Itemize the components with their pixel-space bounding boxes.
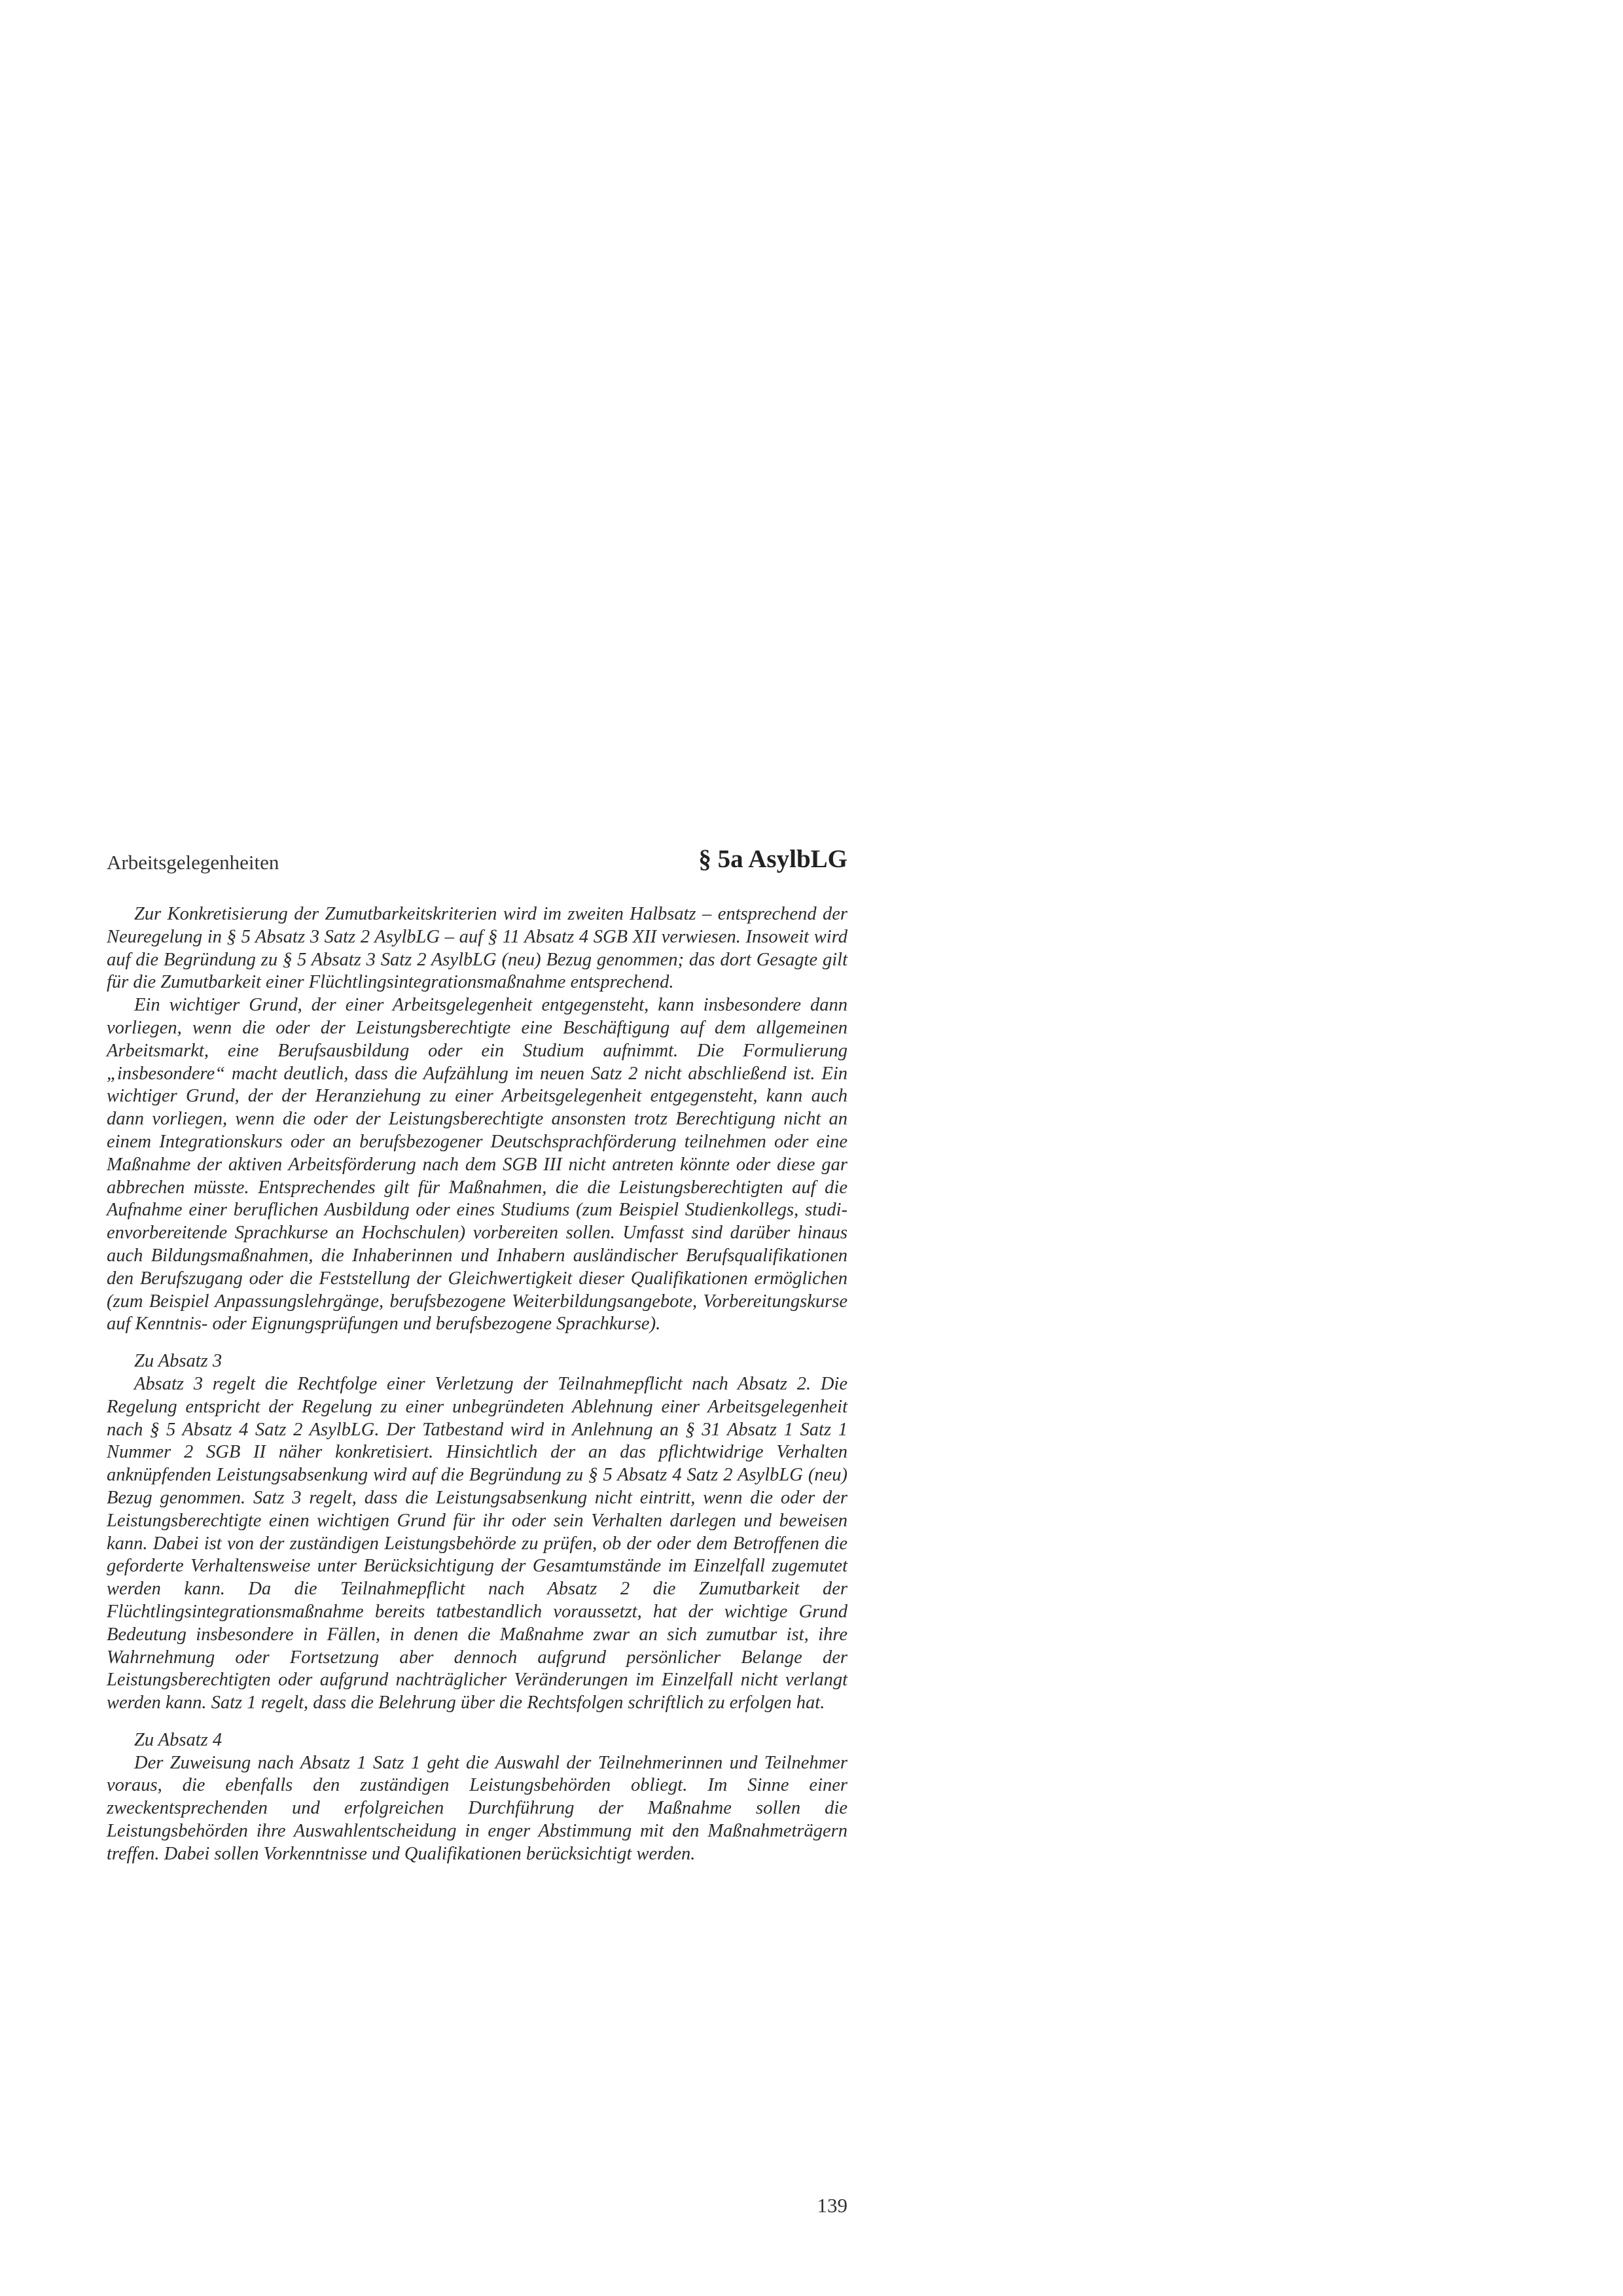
heading-zu-absatz-3: Zu Absatz 3 xyxy=(134,1351,223,1372)
page-content xyxy=(107,844,847,2217)
page-number: 139 xyxy=(817,2194,847,2217)
running-head xyxy=(107,844,847,884)
paragraph-absatz-3: Absatz 3 regelt die Rechtfolge einer Verletzung der Teilnahmepflicht nach Absatz 2. Die Regelung entspricht der Regelung zu einer unbegründeten Ablehnung einer Arbeitsgelegenheit nach § 5 Absatz 4 Satz 2 AsylbLG. Der Tatbestand wird in Anlehnung an § 31 Absatz 1 Satz 1 Nummer 2 SGB II näher konkretisiert. Hinsichtlich der an das pflichtwidrige Verhalten anknüpfenden Leistungsabsenkung wird auf die Begründung zu § 5 Absatz 4 Satz 2 AsylbLG (neu) Bezug genommen. Satz 3 regelt, dass die Leistungsabsenkung nicht eintritt, wenn die oder der Leistungsberechtigte einen wichtigen Grund für ihr oder sein Verhalten darlegen und beweisen kann. Dabei ist von der zuständigen Leistungsbehörde zu prüfen, ob der oder dem Betroffenen die geforderte Verhaltensweise unter Berücksichtigung der Gesamtumstände im Einzelfall zugemutet werden kann. Da die Teilnahmepflicht nach Absatz 2 die Zumutbarkeit der Flüchtlingsintegrationsmaßnahme bereits tatbestandlich voraussetzt, hat der wichtige Grund Bedeutung insbesondere in Fällen, in denen die Maßnahme zwar an sich zumutbar ist, ihre Wahrnehmung oder Fortsetzung aber dennoch aufgrund persönlicher Belange der Leistungsberechtigten oder aufgrund nachträglicher Veränderungen im Einzelfall nicht verlangt werden kann. Satz 1 regelt, dass die Belehrung über die Rechtsfolgen schriftlich zu erfolgen hat. xyxy=(107,1373,847,1713)
section-label: Arbeitsgelegenheiten xyxy=(107,851,279,874)
paragraph-zumutbarkeit: Zur Konkretisierung der Zumutbarkeitskriterien wird im zweiten Halbsatz – entsprechend der Neuregelung in § 5 Absatz 3 Satz 2 AsylbLG – auf § 11 Absatz 4 SGB XII verwiesen. Insoweit wird auf die Begründung zu § 5 Absatz 3 Satz 2 AsylbLG (neu) Bezug genommen; das dort Gesagte gilt für die Zumutbarkeit einer Flüchtlingsintegrationsmaßnahme entsprechend. xyxy=(107,904,847,993)
section-number: § 5a AsylbLG xyxy=(698,845,847,873)
paragraph-wichtiger-grund: Ein wichtiger Grund, der einer Arbeitsgelegenheit entgegensteht, kann insbesondere dann vorliegen, wenn die oder der Leistungsberechtigte eine Beschäftigung auf dem allgemeinen Arbeitsmarkt, eine Berufsausbildung oder ein Studium aufnimmt. Die Formulierung „insbesondere“ macht deutlich, dass die Aufzählung im neuen Satz 2 nicht abschließend ist. Ein wichtiger Grund, der der Heranziehung zu einer Arbeitsgelegenheit entgegensteht, kann auch dann vorliegen, wenn die oder der Leistungsberechtigte ansonsten trotz Berechtigung nicht an einem Integrationskurs oder an berufsbezogener Deutschsprachförderung teilnehmen oder eine Maßnahme der aktiven Arbeitsförderung nach dem SGB III nicht antreten könnte oder diese gar abbrechen müsste. Entsprechendes gilt für Maßnahmen, die die Leistungsberechtigten auf die Aufnahme einer beruflichen Ausbildung oder eines Studiums (zum Beispiel Studienkollegs, studienvorbereitende Sprachkurse an Hochschulen) vorbereiten sollen. Umfasst sind darüber hinaus auch Bildungsmaßnahmen, die Inhaberinnen und Inhabern ausländischer Berufsqualifikationen den Berufszugang oder die Feststellung der Gleichwertigkeit dieser Qualifikationen ermöglichen (zum Beispiel Anpassungslehrgänge, berufsbezogene Weiterbildungsangebote, Vorbereitungskurse auf Kenntnis- oder Eignungsprüfungen und berufsbezogene Sprachkurse). xyxy=(107,995,847,1335)
heading-zu-absatz-4: Zu Absatz 4 xyxy=(134,1729,223,1750)
body-text xyxy=(107,903,847,1866)
paragraph-absatz-4: Der Zuweisung nach Absatz 1 Satz 1 geht die Auswahl der Teilnehmerinnen und Teilnehmer voraus, die ebenfalls den zuständigen Leistungsbehörden obliegt. Im Sinne einer zweckentsprechenden und erfolgreichen Durchführung der Maßnahme sollen die Leistungsbehörden ihre Auswahlentscheidung in enger Abstimmung mit den Maßnahmeträgern treffen. Dabei sollen Vorkenntnisse und Qualifikationen berücksichtigt werden. xyxy=(107,1752,847,1864)
